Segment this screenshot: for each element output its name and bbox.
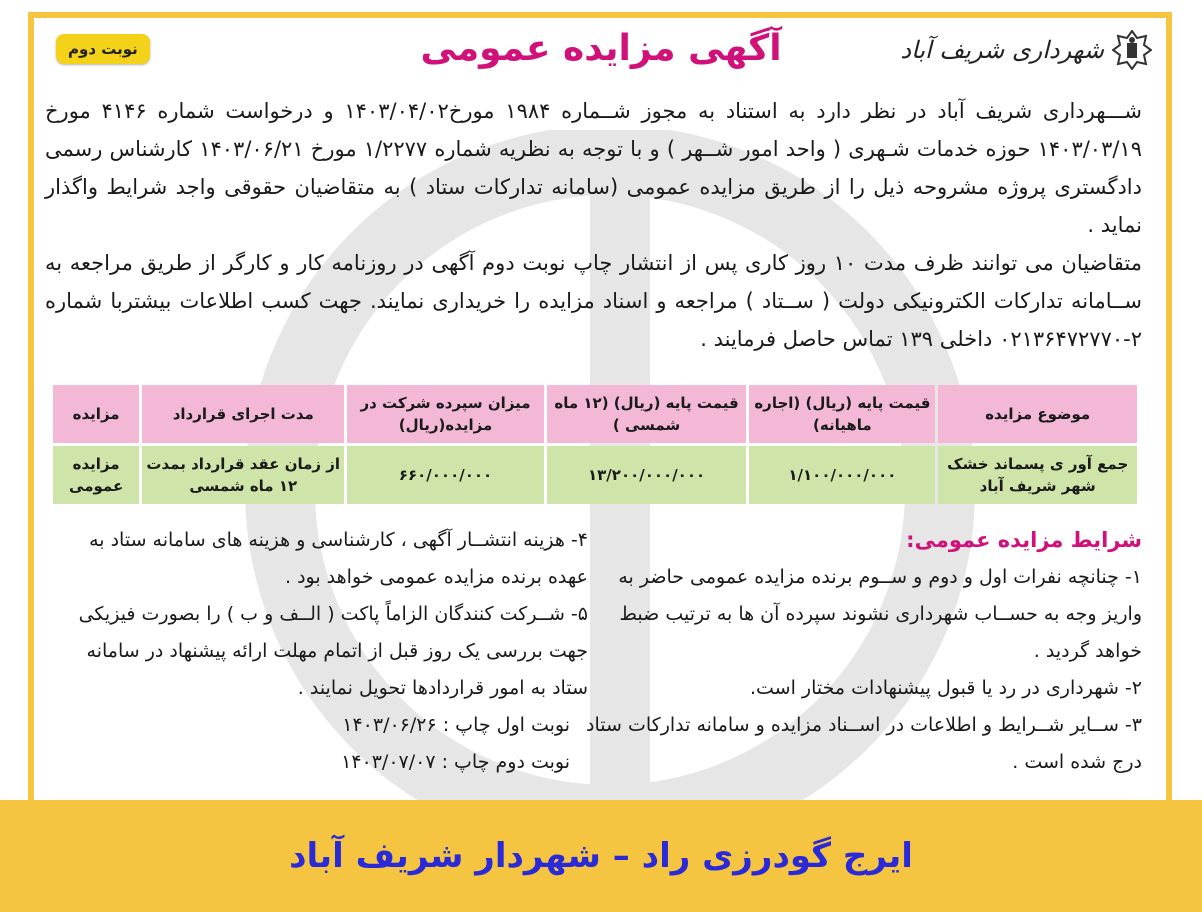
condition-4: ۴- هزینه انتشــار آگهی ، کارشناسی و هزینه های سامانه ستاد به عهده برنده مزایده عمومی خواهد بود .: [89, 529, 588, 588]
first-print-date: نوبت اول چاپ : ۱۴۰۳/۰۶/۲۶: [342, 714, 570, 736]
header-contract-duration: مدت اجرای قرارداد: [142, 385, 344, 443]
logo-text: شهرداری شریف آباد: [900, 36, 1104, 64]
header-deposit: میزان سپرده شرکت در مزایده(ریال): [347, 385, 544, 443]
table-row: [53, 446, 1137, 504]
conditions-left-column: [48, 522, 588, 781]
condition-1: ۱- چنانچه نفرات اول و دوم و ســوم برنده مزایده عمومی حاضر به واریز وجه به حســاب شهرداری نشوند سپرده آن ها به ترتیب ضبط خواهد گردید .: [618, 566, 1142, 662]
conditions-right-column: [582, 522, 1142, 781]
header-annual-base-price: قیمت پایه (ریال) (۱۲ ماه شمسی ): [547, 385, 747, 443]
header-auction-type: مزایده: [53, 385, 139, 443]
footer-band: [0, 800, 1202, 912]
condition-2: ۲- شهرداری در رد یا قبول پیشنهادات مختار است.: [749, 677, 1142, 699]
condition-5: ۵- شــرکت کنندگان الزاماً پاکت ( الــف و ب ) را بصورت فیزیکی جهت بررسی یک روز قبل از اتمام مهلت ارائه پیشنهاد در سامانه ستاد به امور قراردادها تحویل نمایند .: [78, 603, 588, 699]
header-subject: موضوع مزایده: [938, 385, 1137, 443]
cell-monthly-base-price: ۱/۱۰۰/۰۰۰/۰۰۰: [749, 446, 935, 504]
cell-deposit: ۶۶۰/۰۰۰/۰۰۰: [347, 446, 544, 504]
print-dates: [48, 707, 588, 781]
cell-auction-type: مزایده عمومی: [53, 446, 139, 504]
intro-paragraph-2: متقاضیان می توانند ظرف مدت ۱۰ روز کاری پس از انتشار چاپ نوبت دوم آگهی در روزنامه کار و کارگر از طریق مراجعه به ســامانه تدارکات الکترونیکی دولت ( ســتاد ) مراجعه و اسناد مزایده را خریداری نمایند. جهت کسب اطلاعات بیشتربا شماره ۲-۰۲۱۳۶۴۷۲۷۷۰ داخلی ۱۳۹ تماس حاصل فرمایند .: [45, 251, 1142, 351]
cell-annual-base-price: ۱۳/۲۰۰/۰۰۰/۰۰۰: [547, 446, 747, 504]
ad-title: آگهی مزایده عمومی: [420, 28, 782, 69]
intro-text: [45, 92, 1142, 358]
second-print-date: نوبت دوم چاپ : ۱۴۰۳/۰۷/۰۷: [341, 751, 570, 773]
conditions-title: شرایط مزایده عمومی:: [906, 528, 1142, 552]
conditions-section: [40, 522, 1142, 792]
cell-contract-duration: از زمان عقد قرارداد بمدت ۱۲ ماه شمسی: [142, 446, 344, 504]
auction-table: [50, 382, 1140, 507]
condition-3: ۳- ســایر شــرایط و اطلاعات در اســناد مزایده و سامانه تدارکات ستاد درج شده است .: [586, 714, 1142, 773]
mayor-signature: ایرج گودرزی راد – شهردار شریف آباد: [289, 836, 913, 876]
header: [40, 20, 1162, 90]
intro-paragraph-1: شـــهرداری شریف آباد در نظر دارد به استناد به مجوز شــماره ۱۹۸۴ مورخ۱۴۰۳/۰۴/۰۲ و درخواست شماره ۴۱۴۶ مورخ ۱۴۰۳/۰۳/۱۹ حوزه خدمات شـهری ( واحد امور شــهر ) و با توجه به نظریه شماره ۱/۲۲۷۷ مورخ ۱۴۰۳/۰۶/۲۱ کارشناس رسمی دادگستری پروژه مشروحه ذیل را از طریق مزایده عمومی (سامانه تدارکات ستاد ) به متقاضیان حقوقی واجد شرایط واگذار نماید .: [45, 99, 1142, 237]
header-monthly-base-price: قیمت پایه (ریال) (اجاره ماهیانه): [749, 385, 935, 443]
cell-subject: جمع آور ی پسماند خشک شهر شریف آباد: [938, 446, 1137, 504]
second-print-badge: نوبت دوم: [56, 34, 150, 64]
table-header-row: [53, 385, 1137, 443]
